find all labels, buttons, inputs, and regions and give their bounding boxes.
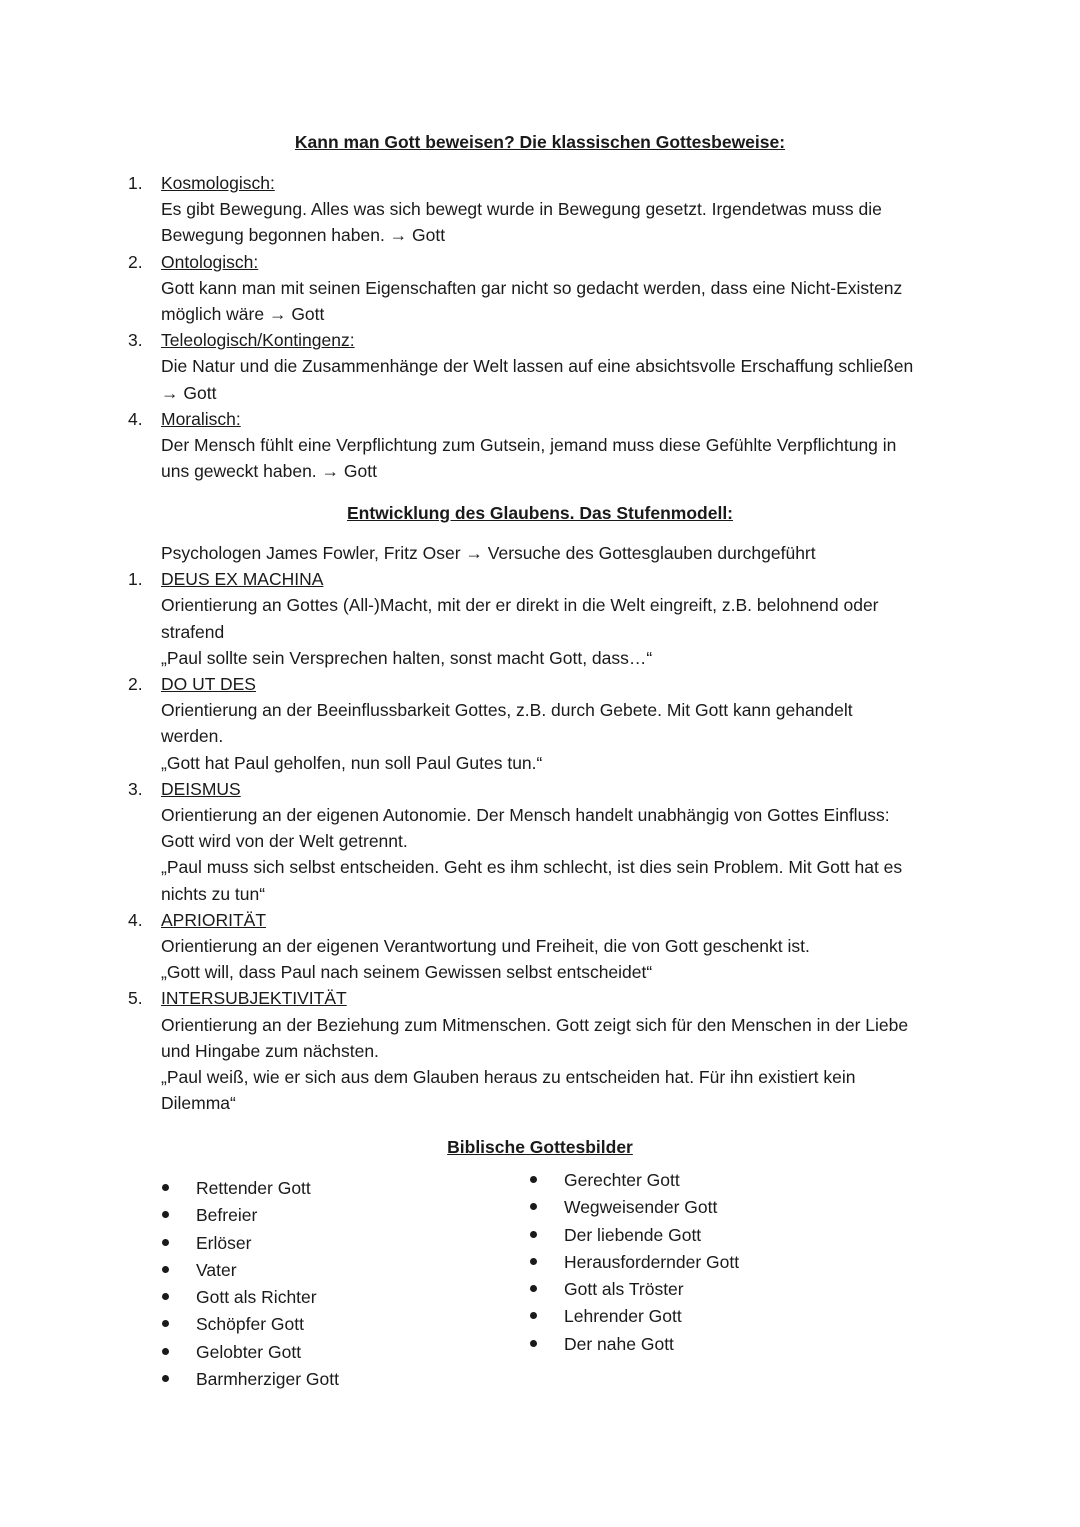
item-text-line: strafend: [161, 621, 225, 642]
item-text-line: Orientierung an der Beeinflussbarkeit Gottes, z.B. durch Gebete. Mit Gott kann gehandelt: [161, 700, 853, 721]
item-text-line: „Paul weiß, wie er sich aus dem Glauben heraus zu entscheiden hat. Für ihn existiert kein: [161, 1067, 856, 1088]
gottesbilder-left-list: [162, 1175, 339, 1393]
bullet-icon: [530, 1176, 537, 1183]
stufenmodell-list: [128, 540, 958, 1116]
bullet-icon: [162, 1320, 169, 1327]
bullet-icon: [530, 1340, 537, 1347]
gottesbild-label: Der nahe Gott: [564, 1333, 674, 1354]
item-text-line: Orientierung an der eigenen Autonomie. Der Mensch handelt unabhängig von Gottes Einfluss:: [161, 805, 890, 826]
item-text-line: Gott kann man mit seinen Eigenschaften gar nicht so gedacht werden, dass eine Nicht-Existenz: [161, 277, 903, 298]
gottesbild-item: [162, 1230, 339, 1257]
item-text-line: uns geweckt haben. → Gott: [161, 461, 377, 482]
item-text-line: Orientierung an der Beziehung zum Mitmenschen. Gott zeigt sich für den Menschen in der Liebe: [161, 1014, 909, 1035]
bullet-icon: [162, 1266, 169, 1273]
bullet-icon: [530, 1285, 537, 1292]
gottesbild-item: [530, 1303, 739, 1330]
gottesbild-label: Vater: [196, 1259, 237, 1280]
item-number: 1.: [128, 569, 143, 590]
item-number: 3.: [128, 778, 143, 799]
item-text-line: „Gott will, dass Paul nach seinem Gewissen selbst entscheidet“: [161, 962, 653, 983]
item-title: Teleologisch/Kontingenz:: [161, 330, 355, 351]
gottesbild-label: Schöpfer Gott: [196, 1314, 304, 1335]
gottesbild-item: [162, 1284, 339, 1311]
gottesbild-item: [530, 1276, 739, 1303]
gottesbild-item: [162, 1257, 339, 1284]
gottesbild-label: Erlöser: [196, 1232, 252, 1253]
bullet-icon: [530, 1258, 537, 1265]
bullet-icon: [162, 1293, 169, 1300]
bullet-icon: [162, 1184, 169, 1191]
item-text-line: Orientierung an der eigenen Verantwortung und Freiheit, die von Gott geschenkt ist.: [161, 936, 810, 957]
item-text-line: Dilemma“: [161, 1093, 236, 1114]
item-text-line: werden.: [161, 726, 224, 747]
gottesbild-label: Rettender Gott: [196, 1178, 311, 1198]
gottesbeweise-list: [128, 170, 958, 484]
item-text-line: „Paul muss sich selbst entscheiden. Geht es ihm schlecht, ist dies sein Problem. Mit Gott hat es: [161, 857, 903, 878]
item-text-line: Die Natur und die Zusammenhänge der Welt lassen auf eine absichtsvolle Erschaffung schließen: [161, 356, 914, 377]
gottesbild-item: [162, 1366, 339, 1393]
gottesbild-item: [530, 1331, 739, 1358]
item-number: 3.: [128, 330, 143, 351]
bullet-icon: [162, 1348, 169, 1355]
gottesbild-item: [162, 1311, 339, 1338]
item-title: DEISMUS: [161, 778, 241, 799]
list-item: [128, 170, 958, 249]
bullet-icon: [162, 1375, 169, 1382]
item-title: DO UT DES: [161, 674, 256, 695]
bullet-icon: [162, 1239, 169, 1246]
gottesbild-label: Gott als Tröster: [564, 1279, 684, 1300]
gottesbild-item: [162, 1175, 339, 1202]
item-text-line: und Hingabe zum nächsten.: [161, 1040, 379, 1061]
item-title: Moralisch:: [161, 408, 241, 429]
gottesbild-label: Gott als Richter: [196, 1287, 317, 1308]
list-item: [128, 907, 958, 986]
bullet-icon: [530, 1231, 537, 1238]
item-text-line: nichts zu tun“: [161, 883, 266, 904]
bullet-icon: [162, 1211, 169, 1218]
section-heading-gottesbilder: Biblische Gottesbilder: [447, 1137, 633, 1157]
gottesbild-label: Gelobter Gott: [196, 1341, 302, 1362]
gottesbild-label: Wegweisender Gott: [564, 1197, 718, 1218]
item-text-line: „Paul sollte sein Versprechen halten, sonst macht Gott, dass…“: [161, 647, 653, 668]
item-text-line: möglich wäre → Gott: [161, 304, 325, 325]
list-item: [128, 671, 958, 776]
item-title: INTERSUBJEKTIVITÄT: [161, 988, 347, 1009]
item-number: 2.: [128, 674, 143, 695]
item-number: 4.: [128, 408, 143, 429]
section-heading-gottesbeweise: Kann man Gott beweisen? Die klassischen Gottesbeweise:: [294, 132, 786, 152]
item-text-line: Orientierung an Gottes (All-)Macht, mit der er direkt in die Welt eingreift, z.B. belohnend oder: [161, 595, 879, 616]
item-number: 1.: [128, 173, 143, 193]
bullet-icon: [530, 1312, 537, 1319]
gottesbild-label: Der liebende Gott: [564, 1224, 702, 1245]
gottesbild-label: Lehrender Gott: [564, 1306, 682, 1327]
item-title: DEUS EX MACHINA: [161, 569, 324, 590]
gottesbild-label: Herausfordernder Gott: [564, 1251, 740, 1272]
item-text-line: Es gibt Bewegung. Alles was sich bewegt wurde in Bewegung gesetzt. Irgendetwas muss die: [161, 199, 882, 220]
item-text-line: Bewegung begonnen haben. → Gott: [161, 225, 446, 246]
gottesbild-item: [162, 1202, 339, 1229]
list-item: [128, 249, 958, 328]
gottesbilder-right-list: [530, 1167, 739, 1358]
list-item: [128, 776, 958, 907]
gottesbild-item: [530, 1194, 739, 1221]
stufenmodell-intro: Psychologen James Fowler, Fritz Oser → Versuche des Gottesglauben durchgeführt: [161, 543, 816, 563]
gottesbild-item: [162, 1339, 339, 1366]
item-text-line: „Gott hat Paul geholfen, nun soll Paul Gutes tun.“: [161, 752, 543, 773]
item-text-line: → Gott: [161, 382, 217, 403]
bullet-icon: [530, 1203, 537, 1210]
item-text-line: Gott wird von der Welt getrennt.: [161, 831, 408, 852]
item-number: 4.: [128, 909, 143, 930]
list-item: [128, 406, 958, 485]
item-title: APRIORITÄT: [161, 909, 267, 930]
item-title: Ontologisch:: [161, 251, 259, 272]
gottesbild-label: Barmherziger Gott: [196, 1369, 339, 1390]
gottesbild-item: [530, 1222, 739, 1249]
item-title: Kosmologisch:: [161, 173, 275, 193]
item-number: 5.: [128, 988, 143, 1009]
item-number: 2.: [128, 251, 143, 272]
gottesbild-item: [530, 1249, 739, 1276]
gottesbild-label: Gerechter Gott: [564, 1170, 680, 1190]
gottesbild-item: [530, 1167, 739, 1194]
gottesbild-label: Befreier: [196, 1205, 258, 1226]
section-heading-stufenmodell: Entwicklung des Glaubens. Das Stufenmodell:: [346, 503, 734, 523]
list-item: [128, 327, 958, 406]
list-item: [128, 566, 958, 671]
list-item: [128, 985, 958, 1116]
item-text-line: Der Mensch fühlt eine Verpflichtung zum Gutsein, jemand muss diese Gefühlte Verpflichtung in: [161, 435, 897, 456]
